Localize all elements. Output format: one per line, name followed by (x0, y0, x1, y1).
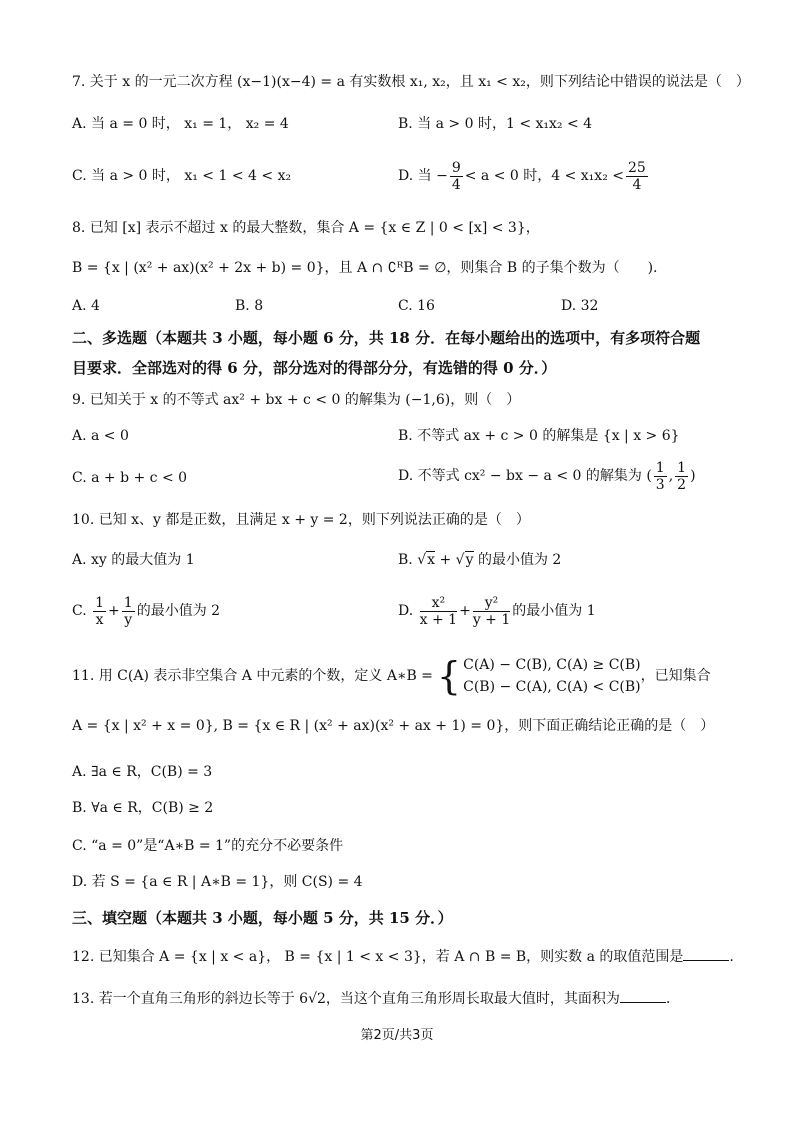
q9-option-b: B. 不等式 ax + c > 0 的解集是 {x | x > 6} (398, 428, 680, 444)
q8-option-d: D. 32 (561, 298, 599, 314)
q10-option-b: B. √x + √y 的最小值为 2 (398, 552, 562, 568)
q12-text: 12. 已知集合 A = {x | x < a}， B = {x | 1 < x < 3}，若 A ∩ B = B，则实数 a 的取值范围是 . (72, 946, 734, 967)
q10-option-d: D. $\frac{\text{x²}}{x + 1}$ + $\frac{\text{y²}}{y + 1}$ 的最小值为 1 (398, 594, 596, 628)
q7-option-b: B. 当 a > 0 时，1 < x₁x₂ < 4 (398, 116, 593, 132)
q11-option-c: C. “a = 0”是“A∗B = 1”的充分不必要条件 (72, 838, 344, 854)
left-brace: { (436, 654, 462, 698)
page-footer: 第2页/共3页 (360, 1028, 434, 1043)
q9-option-c: C. a + b + c < 0 (72, 470, 188, 486)
q8-line2: B = {x | (x² + ax)(x² + 2x + b) = 0}，且 A ∩ ∁ᴿB = ∅，则集合 B 的子集个数为（ ). (72, 260, 658, 276)
q13-answer-blank (620, 988, 666, 1003)
q7-option-d: D. 当 − $\frac{9}{4}$ < a < 0 时，4 < x₁x₂ < $\frac{25}{4}$ (398, 159, 646, 193)
q11-line2: A = {x | x² + x = 0}, B = {x ∈ R | (x² + ax)(x² + ax + 1) = 0}，则下面正确结论正确的是（ ） (72, 718, 715, 734)
q8-option-c: C. 16 (398, 298, 435, 314)
q12-answer-blank (683, 946, 729, 961)
q11-stem: 11. 用 C(A) 表示非空集合 A 中元素的个数，定义 A∗B = { C(A) − C(B), C(A) ≥ C(B) C(B) − C(A), C(A) < C(B) ，已知集合 (72, 654, 711, 698)
section3-header: 三、填空题（本题共 3 小题，每小题 5 分，共 15 分．） (72, 909, 453, 927)
section2-header-line2: 目要求．全部选对的得 6 分，部分选对的得部分分，有选错的得 0 分．） (72, 359, 557, 377)
q11-piecewise: C(A) − C(B), C(A) ≥ C(B) C(B) − C(A), C(A) < C(B) (463, 657, 641, 695)
q10-option-a: A. xy 的最大值为 1 (72, 552, 195, 568)
q7-option-c: C. 当 a > 0 时， x₁ < 1 < 4 < x₂ (72, 168, 292, 184)
q13-text: 13. 若一个直角三角形的斜边长等于 6√2，当这个直角三角形周长取最大值时，其面积为 . (72, 988, 670, 1009)
section2-header-line1: 二、多选题（本题共 3 小题，每小题 6 分，共 18 分．在每小题给出的选项中，有多项符合题 (72, 329, 701, 347)
q11-option-b: B. ∀a ∈ R，C(B) ≥ 2 (72, 800, 214, 816)
q7-option-a: A. 当 a = 0 时， x₁ = 1， x₂ = 4 (72, 116, 289, 132)
q7-stem: 7. 关于 x 的一元二次方程 (x−1)(x−4) = a 有实数根 x₁, x₂，且 x₁ < x₂，则下列结论中错误的说法是（ ） (72, 74, 750, 90)
q11-option-a: A. ∃a ∈ R，C(B) = 3 (72, 764, 213, 780)
q11-option-d: D. 若 S = {a ∈ R | A∗B = 1}，则 C(S) = 4 (72, 874, 363, 890)
q10-option-c: C. $\frac{1}{x}$ + $\frac{1}{y}$ 的最小值为 2 (72, 594, 221, 628)
q9-stem: 9. 已知关于 x 的不等式 ax² + bx + c < 0 的解集为 (−1,6)，则（ ） (72, 392, 521, 408)
q9-option-a: A. a < 0 (72, 428, 129, 444)
q9-option-d: D. 不等式 cx² − bx − a < 0 的解集为 ( $\frac{1}{3}$ , $\frac{1}{2}$ ) (398, 459, 696, 493)
q8-option-a: A. 4 (72, 298, 100, 314)
q8-line1: 8. 已知 [x] 表示不超过 x 的最大整数，集合 A = {x ∈ Z | 0 < [x] < 3}， (72, 220, 540, 236)
q10-stem: 10. 已知 x、y 都是正数，且满足 x + y = 2，则下列说法正确的是（ ） (72, 512, 530, 528)
q8-option-b: B. 8 (235, 298, 264, 314)
